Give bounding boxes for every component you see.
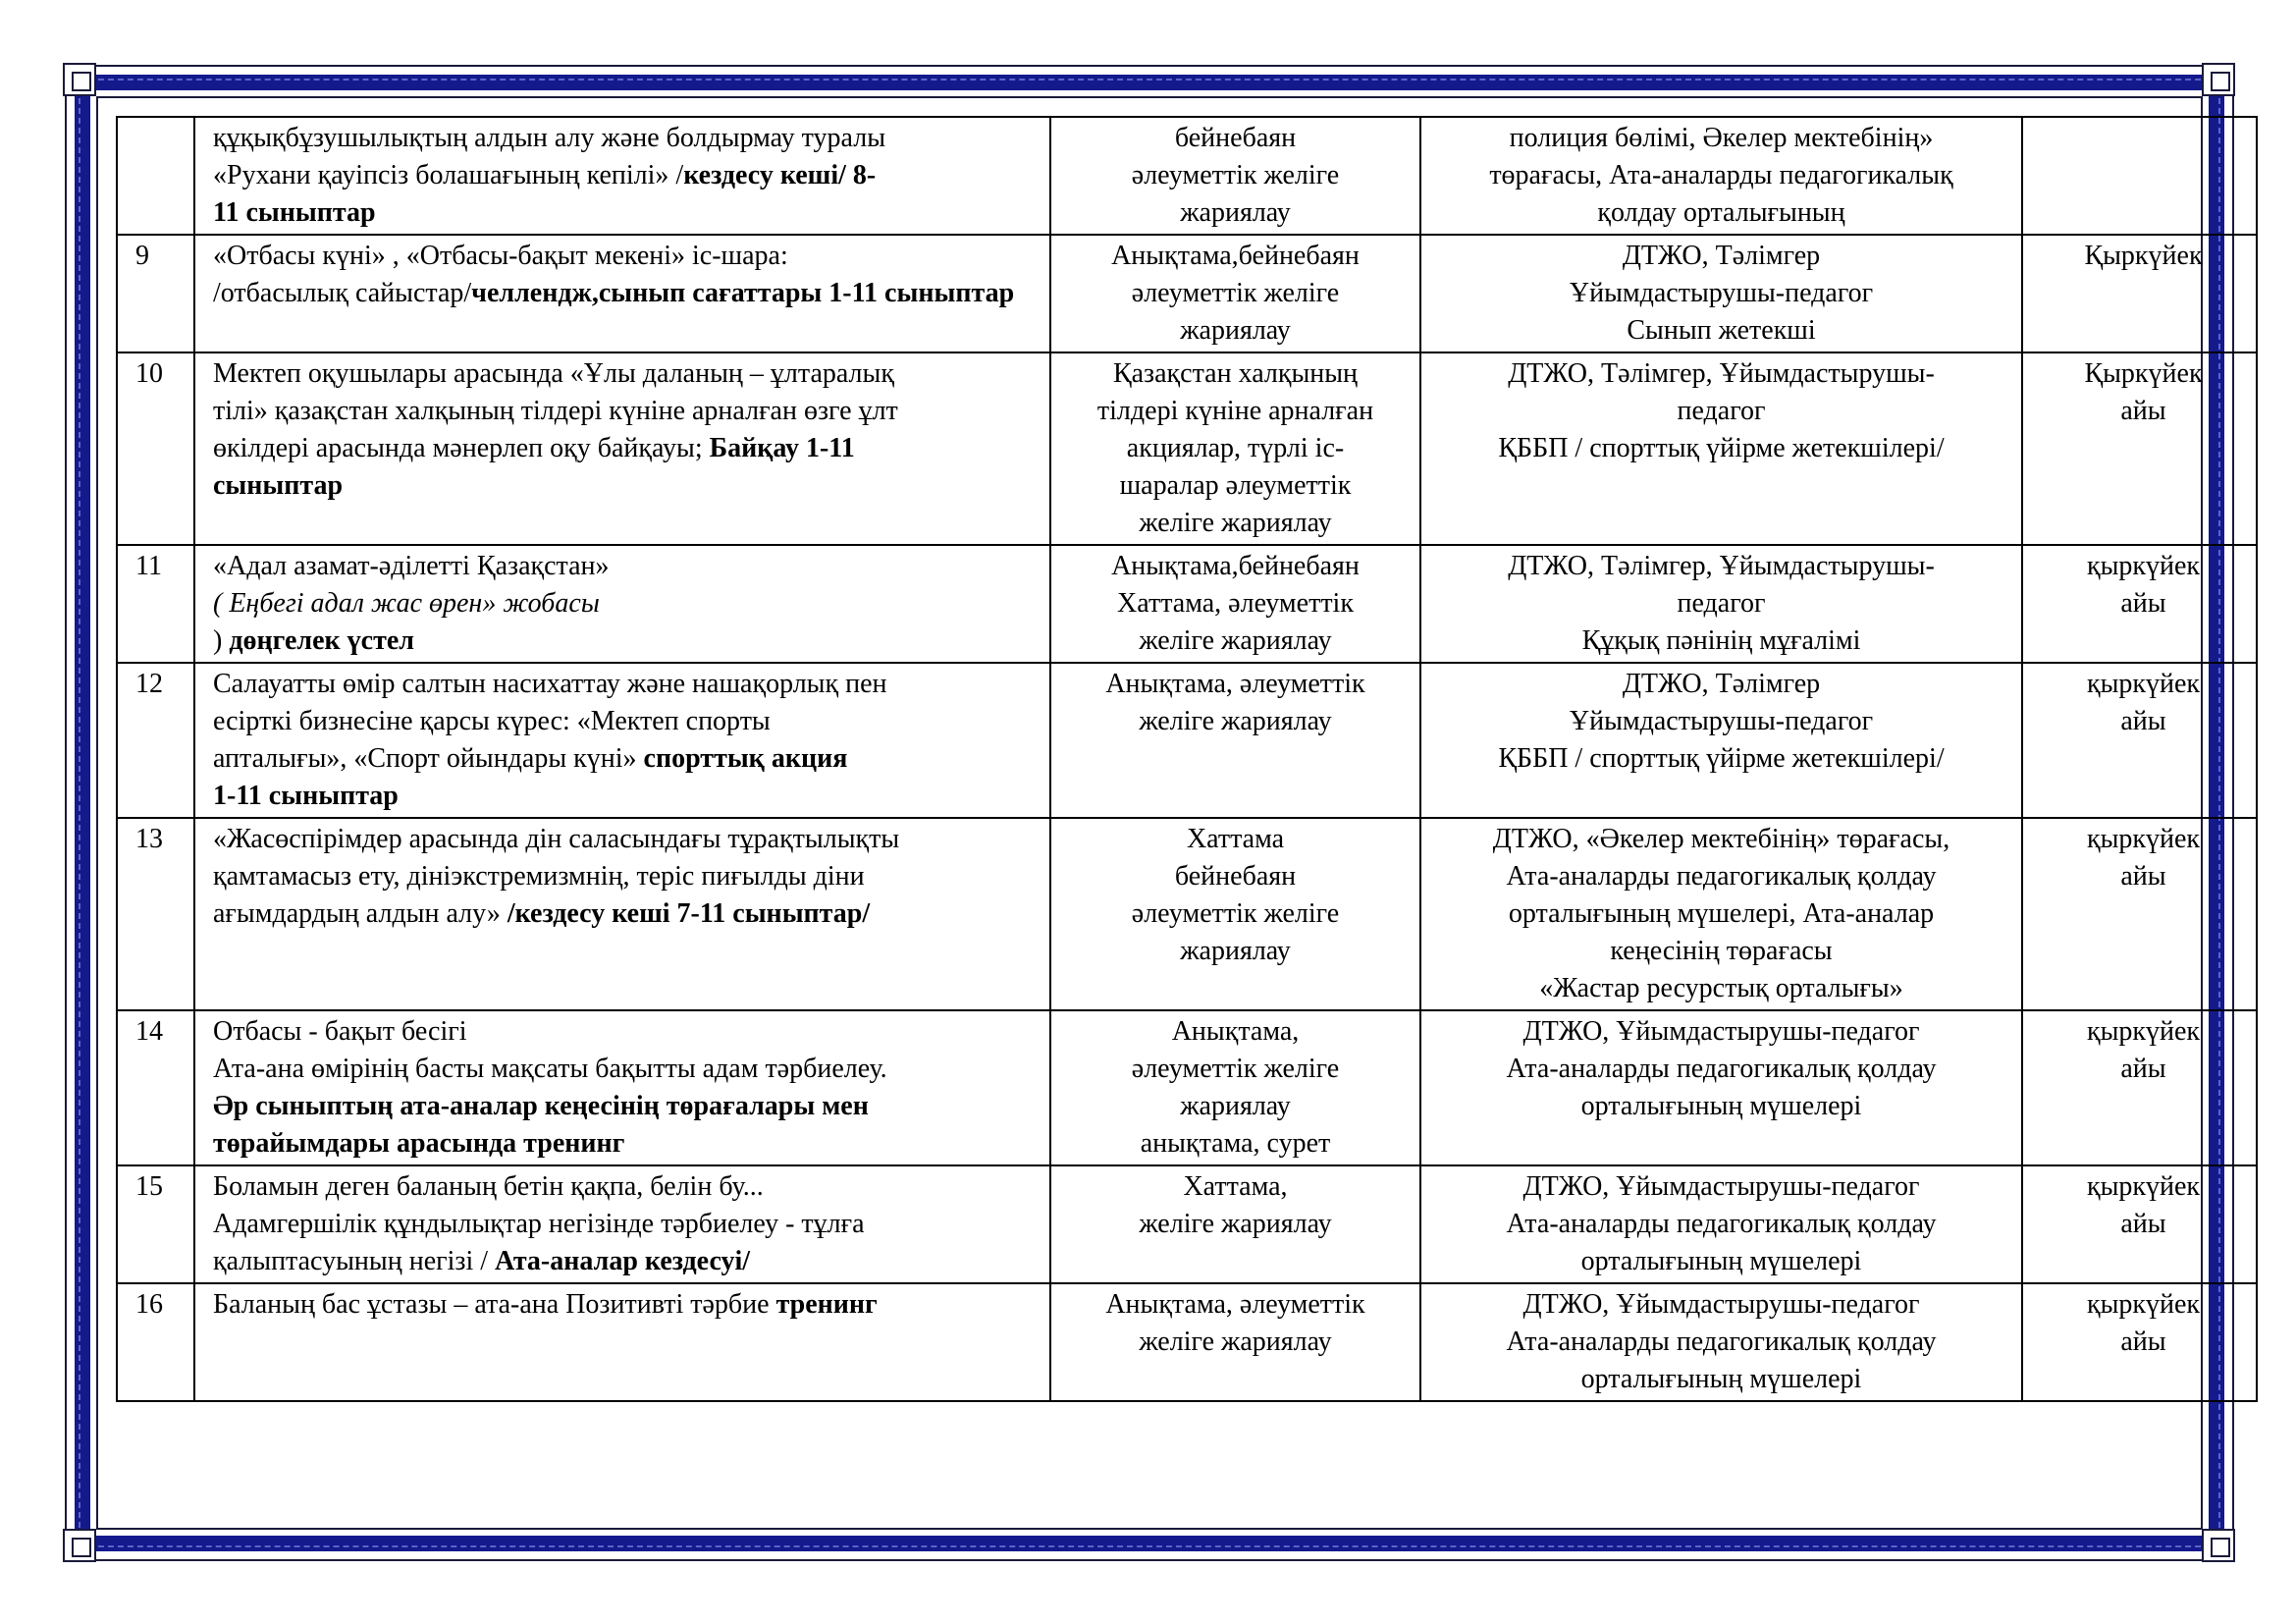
report-form-line: анықтама, сурет — [1140, 1128, 1331, 1159]
event-text: тренинг — [775, 1289, 878, 1320]
event-text: «Отбасы күні» , «Отбасы-бақыт мекені» іс-шара: — [213, 241, 788, 271]
responsible-line: ДТЖО, Ұйымдастырушы-педагог — [1522, 1289, 1920, 1320]
event-text: Әр сыныптың ата-аналар кеңесінің төрағалары мен — [213, 1091, 869, 1121]
report-form-line: әлеуметтік желіге — [1131, 160, 1340, 190]
event-text: Адамгершілік құндылықтар негізінде тәрбиелеу - тұлға — [213, 1209, 865, 1239]
responsible-line: ДТЖО, Тәлімгер — [1622, 241, 1821, 271]
date-line: айы — [2120, 1326, 2166, 1357]
date-cell — [2022, 545, 2257, 663]
row-number-cell: 14 — [117, 1010, 194, 1165]
responsible-line: төрағасы, Ата-аналарды педагогикалық — [1489, 160, 1953, 190]
date-cell — [2022, 663, 2257, 818]
event-text: Баланың бас ұстазы – ата-ана Позитивті тәрбие — [213, 1289, 776, 1320]
report-form-line: бейнебаян — [1174, 123, 1297, 153]
frame-corner-ornament — [2202, 63, 2235, 96]
event-text: Салауатты өмір салтын насихаттау және нашақорлық пен — [213, 669, 887, 699]
responsible-line: Ата-аналарды педагогикалық қолдау — [1506, 1054, 1937, 1084]
table-row — [117, 352, 2257, 545]
event-text: Мектеп оқушылары арасында «Ұлы даланың – ұлтаралық — [213, 358, 894, 389]
plan-table — [116, 116, 2258, 1402]
event-text: өкілдері арасында мәнерлеп оқу байқауы; — [213, 433, 710, 463]
report-form-line: Қазақстан халқының — [1112, 358, 1359, 389]
table-row — [117, 235, 2257, 352]
responsible-line: педагог — [1677, 588, 1766, 619]
event-text: ағымдардың алдын алу» — [213, 898, 507, 929]
date-cell — [2022, 1165, 2257, 1283]
report-form-line: Анықтама,бейнебаян — [1111, 551, 1360, 581]
date-line: қыркүйек — [2086, 1289, 2201, 1320]
event-text: Байқау 1-11 — [709, 433, 855, 463]
event-text: Отбасы - бақыт бесігі — [213, 1016, 467, 1047]
responsible-cell — [1420, 663, 2022, 818]
report-form-cell — [1050, 1283, 1420, 1401]
responsible-line: ДТЖО, Тәлімгер, Ұйымдастырушы- — [1508, 551, 1935, 581]
report-form-line: акциялар, түрлі іс- — [1126, 433, 1345, 463]
responsible-line: Ата-аналарды педагогикалық қолдау — [1506, 1209, 1937, 1239]
report-form-line: жариялау — [1180, 936, 1291, 966]
date-cell — [2022, 235, 2257, 352]
row-number-cell: 12 — [117, 663, 194, 818]
event-text: /отбасылық сайыстар/ — [213, 278, 472, 308]
report-form-line: жариялау — [1180, 315, 1291, 346]
event-text: Ата-аналар кездесуі/ — [495, 1246, 751, 1276]
date-line: айы — [2120, 861, 2166, 892]
responsible-line: полиция бөлімі, Әкелер мектебінің» — [1509, 123, 1934, 153]
event-text: тілі» қазақстан халқының тілдері күніне арналған өзге ұлт — [213, 396, 898, 426]
report-form-line: әлеуметтік желіге — [1131, 1054, 1340, 1084]
responsible-cell — [1420, 352, 2022, 545]
table-row — [117, 1283, 2257, 1401]
event-text: сыныптар — [213, 470, 344, 501]
responsible-line: кеңесінің төрағасы — [1610, 936, 1833, 966]
row-number-cell: 10 — [117, 352, 194, 545]
date-line: айы — [2120, 1209, 2166, 1239]
responsible-cell — [1420, 1010, 2022, 1165]
responsible-line: Ата-аналарды педагогикалық қолдау — [1506, 861, 1937, 892]
report-form-cell — [1050, 117, 1420, 235]
row-number-cell — [117, 117, 194, 235]
report-form-line: Хаттама — [1186, 824, 1285, 854]
report-form-line: Анықтама, — [1171, 1016, 1300, 1047]
responsible-cell — [1420, 1165, 2022, 1283]
frame-corner-ornament — [63, 1529, 96, 1562]
report-form-cell — [1050, 1165, 1420, 1283]
report-form-cell — [1050, 1010, 1420, 1165]
responsible-line: орталығының мүшелері, Ата-аналар — [1508, 898, 1935, 929]
responsible-cell — [1420, 1283, 2022, 1401]
responsible-line: Сынып жетекші — [1627, 315, 1816, 346]
report-form-cell — [1050, 663, 1420, 818]
event-cell — [194, 1010, 1050, 1165]
event-text: есірткі бизнесіне қарсы күрес: «Мектеп спорты — [213, 706, 771, 736]
table-row — [117, 117, 2257, 235]
report-form-line: желіге жариялау — [1139, 1326, 1332, 1357]
event-text: 1-11 сыныптар — [213, 781, 399, 811]
report-form-cell — [1050, 545, 1420, 663]
report-form-cell — [1050, 352, 1420, 545]
row-number-cell: 15 — [117, 1165, 194, 1283]
date-line: айы — [2120, 588, 2166, 619]
responsible-line: ДТЖО, Тәлімгер, Ұйымдастырушы- — [1508, 358, 1935, 389]
responsible-line: орталығының мүшелері — [1580, 1364, 1862, 1394]
date-line: қыркүйек — [2086, 669, 2201, 699]
event-text: «Жасөспірімдер арасында дін саласындағы тұрақтылықты — [213, 824, 900, 854]
report-form-line: тілдері күніне арналған — [1096, 396, 1374, 426]
report-form-line: желіге жариялау — [1139, 706, 1332, 736]
event-text: челлендж,сынып сағаттары 1-11 сыныптар — [471, 278, 1015, 308]
responsible-line: «Жастар ресурстық орталығы» — [1539, 973, 1903, 1003]
report-form-line: Хаттама, — [1183, 1171, 1288, 1202]
date-line: Қыркүйек — [2084, 358, 2203, 389]
event-text: ( Еңбегі адал жас өрен» жобасы — [213, 588, 600, 619]
row-number-cell: 13 — [117, 818, 194, 1010]
report-form-line: бейнебаян — [1174, 861, 1297, 892]
event-text: спорттық акция — [643, 743, 848, 774]
event-cell — [194, 818, 1050, 1010]
event-cell — [194, 1165, 1050, 1283]
date-line: айы — [2120, 396, 2166, 426]
report-form-line: желіге жариялау — [1139, 508, 1332, 538]
table-row — [117, 818, 2257, 1010]
table-row — [117, 663, 2257, 818]
report-form-cell — [1050, 235, 1420, 352]
frame-corner-ornament — [2202, 1529, 2235, 1562]
date-cell — [2022, 1010, 2257, 1165]
event-text: дөңгелек үстел — [229, 625, 414, 656]
report-form-line: желіге жариялау — [1139, 625, 1332, 656]
report-form-line: жариялау — [1180, 197, 1291, 228]
responsible-line: Ата-аналарды педагогикалық қолдау — [1506, 1326, 1937, 1357]
event-cell — [194, 352, 1050, 545]
row-number-cell: 11 — [117, 545, 194, 663]
date-line: айы — [2120, 706, 2166, 736]
table-row — [117, 1010, 2257, 1165]
date-line: қыркүйек — [2086, 1016, 2201, 1047]
frame-corner-ornament — [63, 63, 96, 96]
responsible-line: Ұйымдастырушы-педагог — [1569, 706, 1874, 736]
responsible-line: ДТЖО, «Әкелер мектебінің» төрағасы, — [1492, 824, 1950, 854]
date-line: қыркүйек — [2086, 824, 2201, 854]
date-cell — [2022, 352, 2257, 545]
report-form-line: Анықтама,бейнебаян — [1111, 241, 1360, 271]
event-text: «Адал азамат-әділетті Қазақстан» — [213, 551, 610, 581]
responsible-line: ДТЖО, Ұйымдастырушы-педагог — [1522, 1016, 1920, 1047]
report-form-cell — [1050, 818, 1420, 1010]
date-cell — [2022, 117, 2257, 235]
event-cell — [194, 235, 1050, 352]
event-cell — [194, 545, 1050, 663]
event-cell — [194, 1283, 1050, 1401]
report-form-line: Хаттама, әлеуметтік — [1117, 588, 1354, 619]
responsible-line: ҚББП / спорттық үйірме жетекшілері/ — [1498, 433, 1945, 463]
report-form-line: Анықтама, әлеуметтік — [1105, 669, 1365, 699]
event-text: апталығы», «Спорт ойындары күні» — [213, 743, 644, 774]
date-line: қыркүйек — [2086, 1171, 2201, 1202]
report-form-line: желіге жариялау — [1139, 1209, 1332, 1239]
plan-table-container — [116, 116, 2203, 1394]
responsible-line: ҚББП / спорттық үйірме жетекшілері/ — [1498, 743, 1945, 774]
responsible-line: Ұйымдастырушы-педагог — [1569, 278, 1874, 308]
responsible-line: қолдау орталығының — [1597, 197, 1845, 228]
event-cell — [194, 663, 1050, 818]
table-row — [117, 1165, 2257, 1283]
responsible-line: орталығының мүшелері — [1580, 1246, 1862, 1276]
event-text: Ата-ана өмірінің басты мақсаты бақытты адам тәрбиелеу. — [213, 1054, 887, 1084]
table-row — [117, 545, 2257, 663]
responsible-line: Құқық пәнінің мұғалімі — [1581, 625, 1861, 656]
row-number-cell: 9 — [117, 235, 194, 352]
event-text: «Рухани қауіпсіз болашағының кепілі» / — [213, 160, 684, 190]
event-text: 11 сыныптар — [213, 197, 376, 228]
date-line: Қыркүйек — [2084, 241, 2203, 271]
responsible-line: ДТЖО, Тәлімгер — [1622, 669, 1821, 699]
report-form-line: Анықтама, әлеуметтік — [1105, 1289, 1365, 1320]
event-text: қамтамасыз ету, дініэкстремизмнің, теріс пиғылды діни — [213, 861, 865, 892]
report-form-line: жариялау — [1180, 1091, 1291, 1121]
report-form-line: шаралар әлеуметтік — [1119, 470, 1352, 501]
event-cell — [194, 117, 1050, 235]
responsible-line: орталығының мүшелері — [1580, 1091, 1862, 1121]
responsible-cell — [1420, 117, 2022, 235]
event-text: кездесу кеші/ 8- — [683, 160, 877, 190]
date-line: айы — [2120, 1054, 2166, 1084]
date-cell — [2022, 1283, 2257, 1401]
responsible-line: ДТЖО, Ұйымдастырушы-педагог — [1522, 1171, 1920, 1202]
report-form-line: әлеуметтік желіге — [1131, 898, 1340, 929]
event-text: /кездесу кеші 7-11 сыныптар/ — [507, 898, 871, 929]
event-text: ) — [213, 625, 230, 656]
report-form-line: әлеуметтік желіге — [1131, 278, 1340, 308]
responsible-line: педагог — [1677, 396, 1766, 426]
event-text: Боламын деген баланың бетін қақпа, белін бу... — [213, 1171, 764, 1202]
date-cell — [2022, 818, 2257, 1010]
responsible-cell — [1420, 818, 2022, 1010]
row-number-cell: 16 — [117, 1283, 194, 1401]
event-text: құқықбұзушылықтың алдын алу және болдырмау туралы — [213, 123, 886, 153]
date-line: қыркүйек — [2086, 551, 2201, 581]
event-text: төрайымдары арасында тренинг — [213, 1128, 625, 1159]
responsible-cell — [1420, 235, 2022, 352]
event-text: қалыптасуының негізі / — [213, 1246, 495, 1276]
responsible-cell — [1420, 545, 2022, 663]
